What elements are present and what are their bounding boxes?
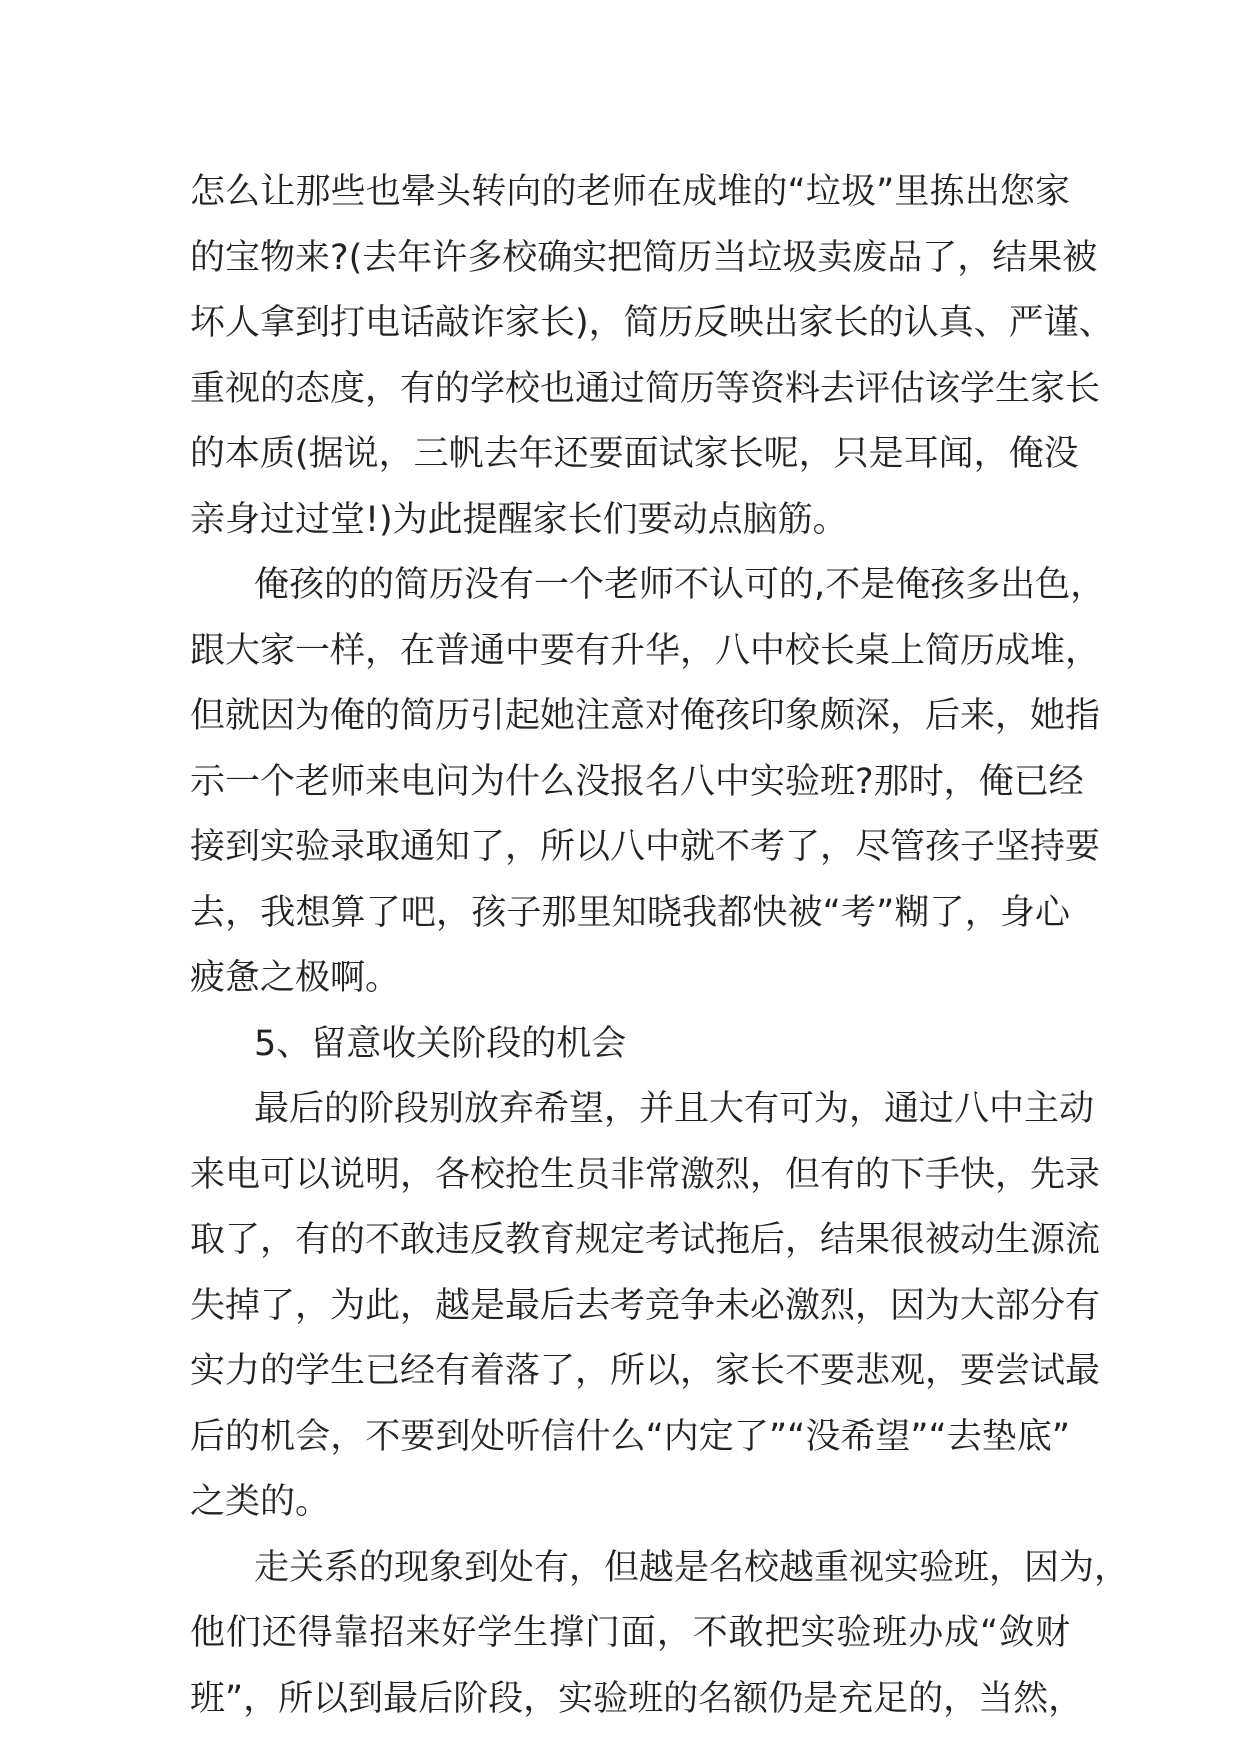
text-line: 疲惫之极啊。: [190, 958, 401, 998]
text-line: 但就因为俺的简历引起她注意对俺孩印象颇深，后来，她指: [190, 696, 1101, 736]
text-line: 跟大家一样，在普通中要有升华，八中校长桌上简历成堆，: [190, 630, 1101, 671]
text-line: 坏人拿到打电话敲诈家长)，简历反映出家长的认真、严谨、: [190, 303, 1114, 343]
text-line: 后的机会，不要到处听信什么“内定了”“没希望”“去垫底”: [190, 1416, 1070, 1457]
text-line: 的本质(据说，三帆去年还要面试家长呢，只是耳闻，俺没: [190, 434, 1079, 474]
text-line: 重视的态度，有的学校也通过简历等资料去评估该学生家长: [190, 368, 1101, 409]
text-line: 怎么让那些也晕头转向的老师在成堆的“垃圾”里拣出您家: [190, 172, 1070, 212]
text-line: 取了，有的不敢违反教育规定考试拖后，结果很被动生源流: [190, 1220, 1101, 1260]
paragraph-first-line: 最后的阶段别放弃希望，并且大有可为，通过八中主动: [254, 1089, 1095, 1129]
text-line: 失掉了，为此，越是最后去考竞争未必激烈，因为大部分有: [190, 1285, 1101, 1326]
text-line: 他们还得靠招来好学生撑门面，不敢把实验班办成“敛财: [190, 1613, 1070, 1653]
text-line: 示一个老师来电问为什么没报名八中实验班?那时，俺已经: [190, 761, 1084, 802]
text-line: 实力的学生已经有着落了，所以，家长不要悲观，要尝试最: [190, 1351, 1101, 1391]
text-line: 的宝物来?(去年许多校确实把简历当垃圾卖废品了，结果被: [190, 237, 1098, 278]
section-heading: 5、留意收关阶段的机会: [254, 1023, 627, 1064]
text-line: 亲身过过堂!)为此提醒家长们要动点脑筋。: [190, 499, 848, 540]
text-line: 班”，所以到最后阶段，实验班的名额仍是充足的，当然，: [190, 1678, 1084, 1719]
text-line: 接到实验录取通知了，所以八中就不考了，尽管孩子坚持要: [190, 827, 1101, 867]
paragraph-first-line: 俺孩的的简历没有一个老师不认可的,不是俺孩多出色，: [254, 565, 1106, 605]
paragraph-first-line: 走关系的现象到处有，但越是名校越重视实验班，因为，: [254, 1547, 1130, 1588]
document-body: [190, 160, 1130, 1732]
text-line: 去，我想算了吧，孩子那里知晓我都快被“考”糊了，身心: [190, 892, 1070, 933]
text-line: 之类的。: [190, 1482, 331, 1522]
text-line: 来电可以说明，各校抢生员非常激烈，但有的下手快，先录: [190, 1154, 1101, 1195]
